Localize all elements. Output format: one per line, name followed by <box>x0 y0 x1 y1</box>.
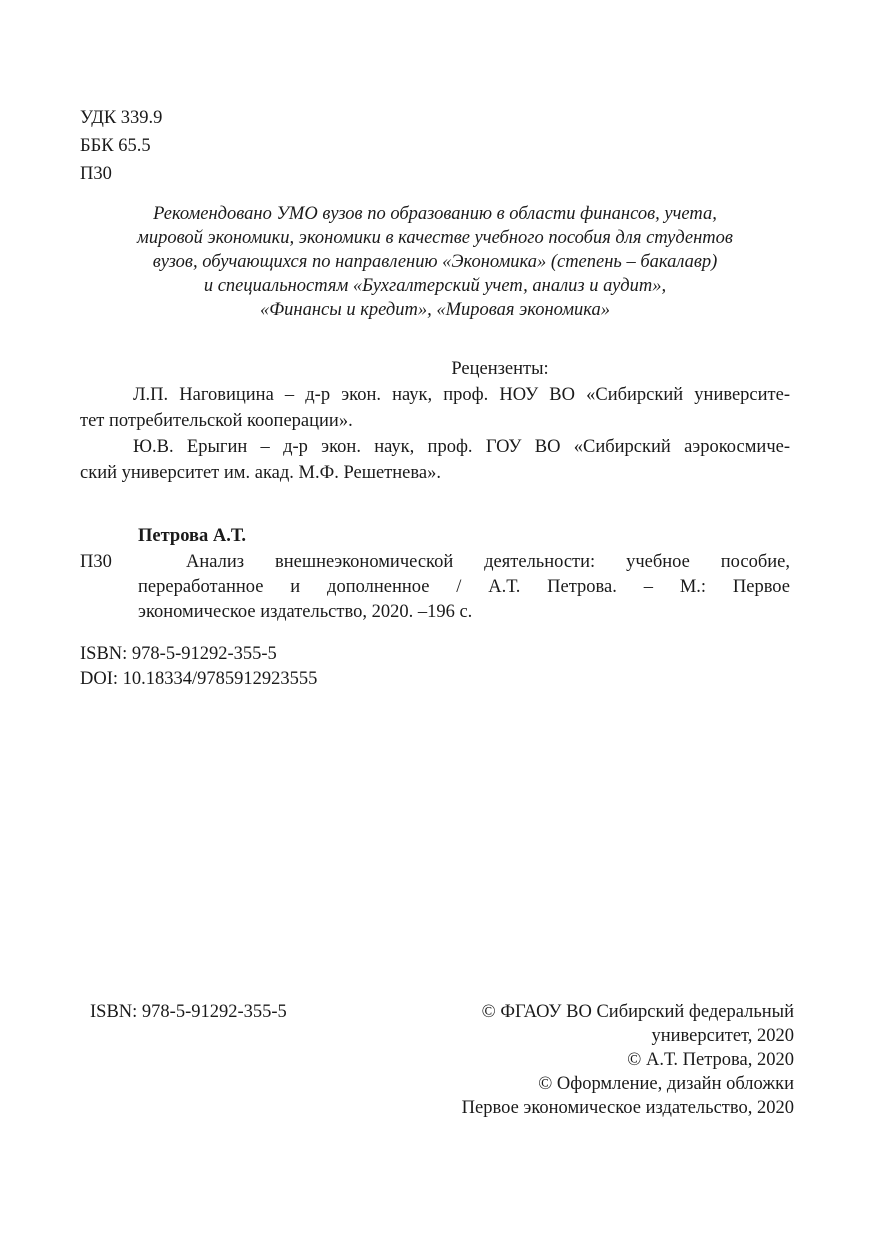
recommendation-line: «Финансы и кредит», «Мировая экономика» <box>260 300 610 320</box>
reviewer-1-line-2: тет потребительской кооперации». <box>80 411 353 431</box>
doi: DOI: 10.18334/9785912923555 <box>80 669 318 689</box>
copyright-line: © ФГАОУ ВО Сибирский федеральный <box>481 1002 794 1022</box>
copyright-line: университет, 2020 <box>651 1026 794 1046</box>
copyright-line: Первое экономическое издательство, 2020 <box>461 1098 794 1118</box>
bib-line-3: экономическое издательство, 2020. –196 с. <box>138 602 473 622</box>
bbk-code: ББК 65.5 <box>80 136 151 156</box>
reviewer-2-line-2: ский университет им. акад. М.Ф. Решетнева». <box>80 463 441 483</box>
classification-codes <box>80 104 162 188</box>
recommendation-block <box>80 202 790 322</box>
reviewers-block <box>80 356 790 486</box>
recommendation-line: мировой экономики, экономики в качестве учебного пособия для студентов <box>137 228 733 248</box>
recommendation-line: вузов, обучающихся по направлению «Экономика» (степень – бакалавр) <box>152 252 718 272</box>
recommendation-line: и специальностям «Бухгалтерский учет, анализ и аудит», <box>203 276 667 296</box>
bib-line-2: переработанное и дополненное / А.Т. Петрова. – М.: Первое <box>138 577 790 597</box>
footer-isbn: ISBN: 978-5-91292-355-5 <box>90 1002 287 1022</box>
reviewers-heading: Рецензенты: <box>451 359 549 379</box>
copyright-line: © Оформление, дизайн обложки <box>538 1074 794 1094</box>
author-mark: П30 <box>80 164 112 184</box>
reviewer-2-line-1: Ю.В. Ерыгин – д-р экон. наук, проф. ГОУ ВО «Сибирский аэрокосмиче- <box>133 437 790 457</box>
identifiers <box>80 642 317 692</box>
bibliographic-description <box>138 550 790 625</box>
udk-code: УДК 339.9 <box>80 108 163 128</box>
bib-line-1: Анализ внешнеэкономической деятельности: учебное пособие, <box>186 552 790 572</box>
reviewer-1-line-1: Л.П. Наговицина – д-р экон. наук, проф. НОУ ВО «Сибирский университе- <box>133 385 790 405</box>
isbn: ISBN: 978-5-91292-355-5 <box>80 644 277 664</box>
bib-author: Петрова А.Т. <box>138 526 246 546</box>
copyright-block <box>462 1000 794 1120</box>
recommendation-line: Рекомендовано УМО вузов по образованию в области финансов, учета, <box>153 204 717 224</box>
copyright-line: © А.Т. Петрова, 2020 <box>627 1050 794 1070</box>
bib-mark: П30 <box>80 552 112 572</box>
